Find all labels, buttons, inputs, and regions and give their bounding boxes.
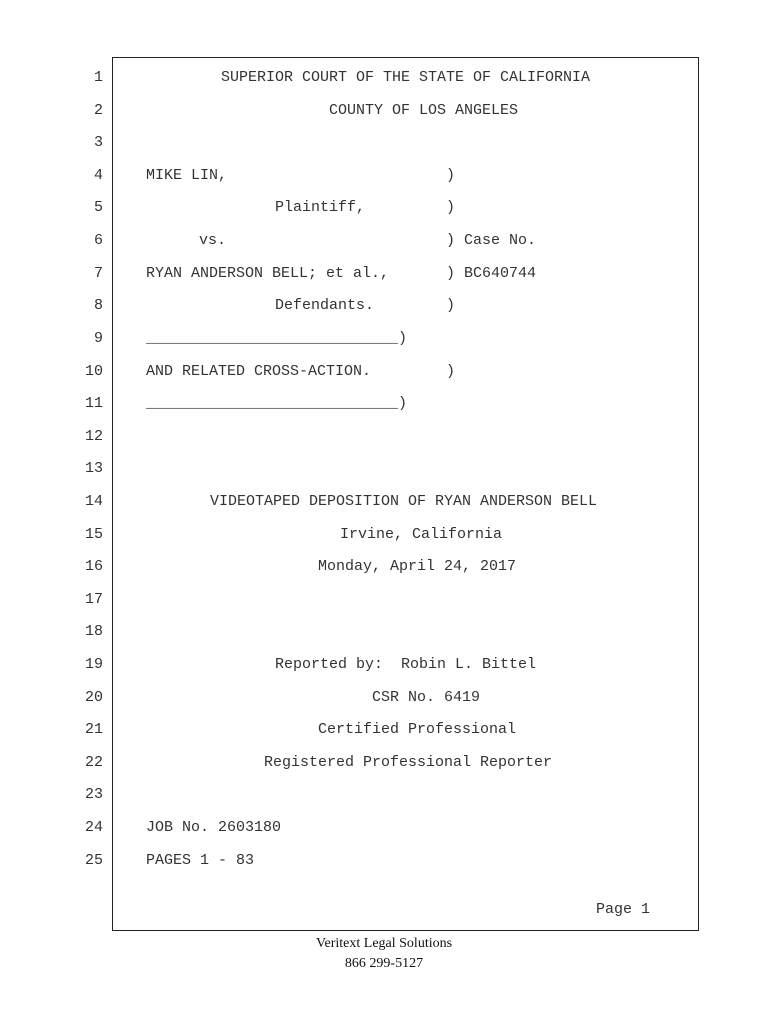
caption-divider: ____________________________) <box>146 395 408 412</box>
line-number: 15 <box>84 526 103 543</box>
csr-number: CSR No. 6419 <box>372 689 481 706</box>
line-number: 24 <box>84 819 103 836</box>
line-number: 23 <box>84 786 103 803</box>
line-number: 7 <box>93 265 103 282</box>
line-number: 13 <box>84 460 103 477</box>
case-number-label: ) Case No. <box>446 232 537 249</box>
footer-phone: 866 299-5127 <box>344 956 424 971</box>
county-name: COUNTY OF LOS ANGELES <box>329 102 519 119</box>
line-number: 1 <box>93 69 103 86</box>
caption-paren: ) <box>446 297 456 314</box>
versus-text: vs. <box>199 232 227 249</box>
line-number: 20 <box>84 689 103 706</box>
caption-paren: ) <box>446 363 456 380</box>
defendants-label: Defendants. <box>275 297 375 314</box>
line-number: 8 <box>93 297 103 314</box>
line-number: 12 <box>84 428 103 445</box>
cross-action-text: AND RELATED CROSS-ACTION. <box>146 363 372 380</box>
line-number: 3 <box>93 134 103 151</box>
line-number: 25 <box>84 852 103 869</box>
line-number: 6 <box>93 232 103 249</box>
line-number: 11 <box>84 395 103 412</box>
caption-divider: ____________________________) <box>146 330 408 347</box>
page-number: Page 1 <box>596 901 651 918</box>
caption-paren: ) <box>446 199 456 216</box>
line-number: 17 <box>84 591 103 608</box>
job-number: JOB No. 2603180 <box>146 819 282 836</box>
line-number: 19 <box>84 656 103 673</box>
reporter-line: Reported by: Robin L. Bittel <box>275 656 537 673</box>
certification-line: Certified Professional <box>318 721 517 738</box>
deposition-title: VIDEOTAPED DEPOSITION OF RYAN ANDERSON BELL <box>210 493 598 510</box>
line-number: 22 <box>84 754 103 771</box>
line-number: 21 <box>84 721 103 738</box>
line-number: 4 <box>93 167 103 184</box>
deposition-date: Monday, April 24, 2017 <box>318 558 517 575</box>
deposition-location: Irvine, California <box>340 526 503 543</box>
line-number: 9 <box>93 330 103 347</box>
line-number: 14 <box>84 493 103 510</box>
footer-company: Veritext Legal Solutions <box>315 936 453 951</box>
line-number: 10 <box>84 363 103 380</box>
plaintiff-name: MIKE LIN, <box>146 167 228 184</box>
plaintiff-label: Plaintiff, <box>275 199 366 216</box>
reporter-title: Registered Professional Reporter <box>264 754 553 771</box>
defendant-name: RYAN ANDERSON BELL; et al., <box>146 265 390 282</box>
line-number: 5 <box>93 199 103 216</box>
line-number: 2 <box>93 102 103 119</box>
court-name: SUPERIOR COURT OF THE STATE OF CALIFORNIA <box>221 69 591 86</box>
caption-paren: ) <box>446 167 456 184</box>
line-number: 18 <box>84 623 103 640</box>
case-number: ) BC640744 <box>446 265 537 282</box>
page-range: PAGES 1 - 83 <box>146 852 255 869</box>
line-number: 16 <box>84 558 103 575</box>
